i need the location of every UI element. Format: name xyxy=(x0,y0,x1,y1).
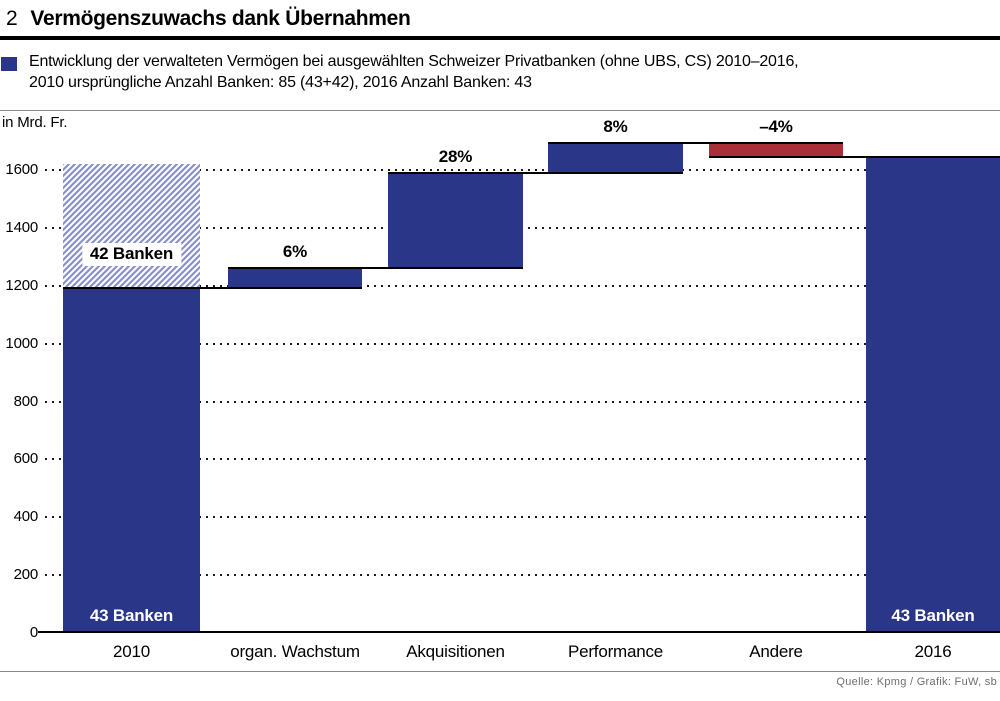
connector-line xyxy=(228,267,523,269)
bar-performance xyxy=(548,144,683,174)
y-axis-tick-label: 400 xyxy=(13,508,38,526)
bar-inner-label: 43 Banken xyxy=(89,606,174,625)
y-axis-tick-label: 1400 xyxy=(5,218,38,236)
y-axis-tick-label: 1200 xyxy=(5,276,38,294)
bar-2010 xyxy=(63,289,200,633)
connector-line xyxy=(63,287,362,289)
x-axis-label-organ-wachstum: organ. Wachstum xyxy=(230,642,360,661)
y-axis-tick-label: 1000 xyxy=(5,334,38,352)
bar-value-label: 28% xyxy=(438,147,473,167)
bar-value-label: 6% xyxy=(282,241,308,261)
x-axis-baseline xyxy=(38,631,1000,633)
bar-value-label: –4% xyxy=(759,116,793,136)
bar-value-label: 8% xyxy=(603,116,628,136)
y-axis-tick-label: 1600 xyxy=(5,161,38,178)
connector-line xyxy=(388,172,683,174)
y-axis-tick-label: 0 xyxy=(29,624,38,641)
connector-line xyxy=(709,156,1000,158)
legend-line-2: 2010 ursprüngliche Anzahl Banken: 85 (43+42), 2016 Anzahl Banken: 43 xyxy=(29,74,532,91)
bar-akquisitionen xyxy=(388,174,523,269)
figure-number: 2 xyxy=(6,7,18,30)
footer-divider xyxy=(0,671,1000,672)
source-credit: Quelle: Kpmg / Grafik: FuW, sb xyxy=(836,676,997,688)
y-axis-tick-label: 200 xyxy=(13,566,38,584)
legend-line-1: Entwicklung der verwalteten Vermögen bei ausgewählten Schweizer Privatbanken (ohne UBS, CS) 2010–2016, xyxy=(29,53,799,70)
y-axis-unit-label: in Mrd. Fr. xyxy=(2,114,68,131)
hatched-bar-2010 xyxy=(63,164,200,288)
x-axis-label-2010: 2010 xyxy=(112,642,151,661)
y-axis-tick-label: 800 xyxy=(13,392,38,410)
x-axis-label-akquisitionen: Akquisitionen xyxy=(406,642,505,661)
bar-inner-label: 43 Banken xyxy=(891,606,975,625)
x-axis-label-2016: 2016 xyxy=(914,642,952,661)
hatch-pattern xyxy=(63,164,200,288)
x-axis-label-performance: Performance xyxy=(567,642,664,661)
connector-line xyxy=(548,142,843,144)
page-title: Vermögenszuwachs dank Übernahmen xyxy=(30,7,411,30)
x-axis-label-andere: Andere xyxy=(749,642,803,661)
hatched-bar-label: 42 Banken xyxy=(82,243,181,266)
y-axis-tick-label: 600 xyxy=(13,450,38,468)
bar-2016 xyxy=(866,158,1000,633)
